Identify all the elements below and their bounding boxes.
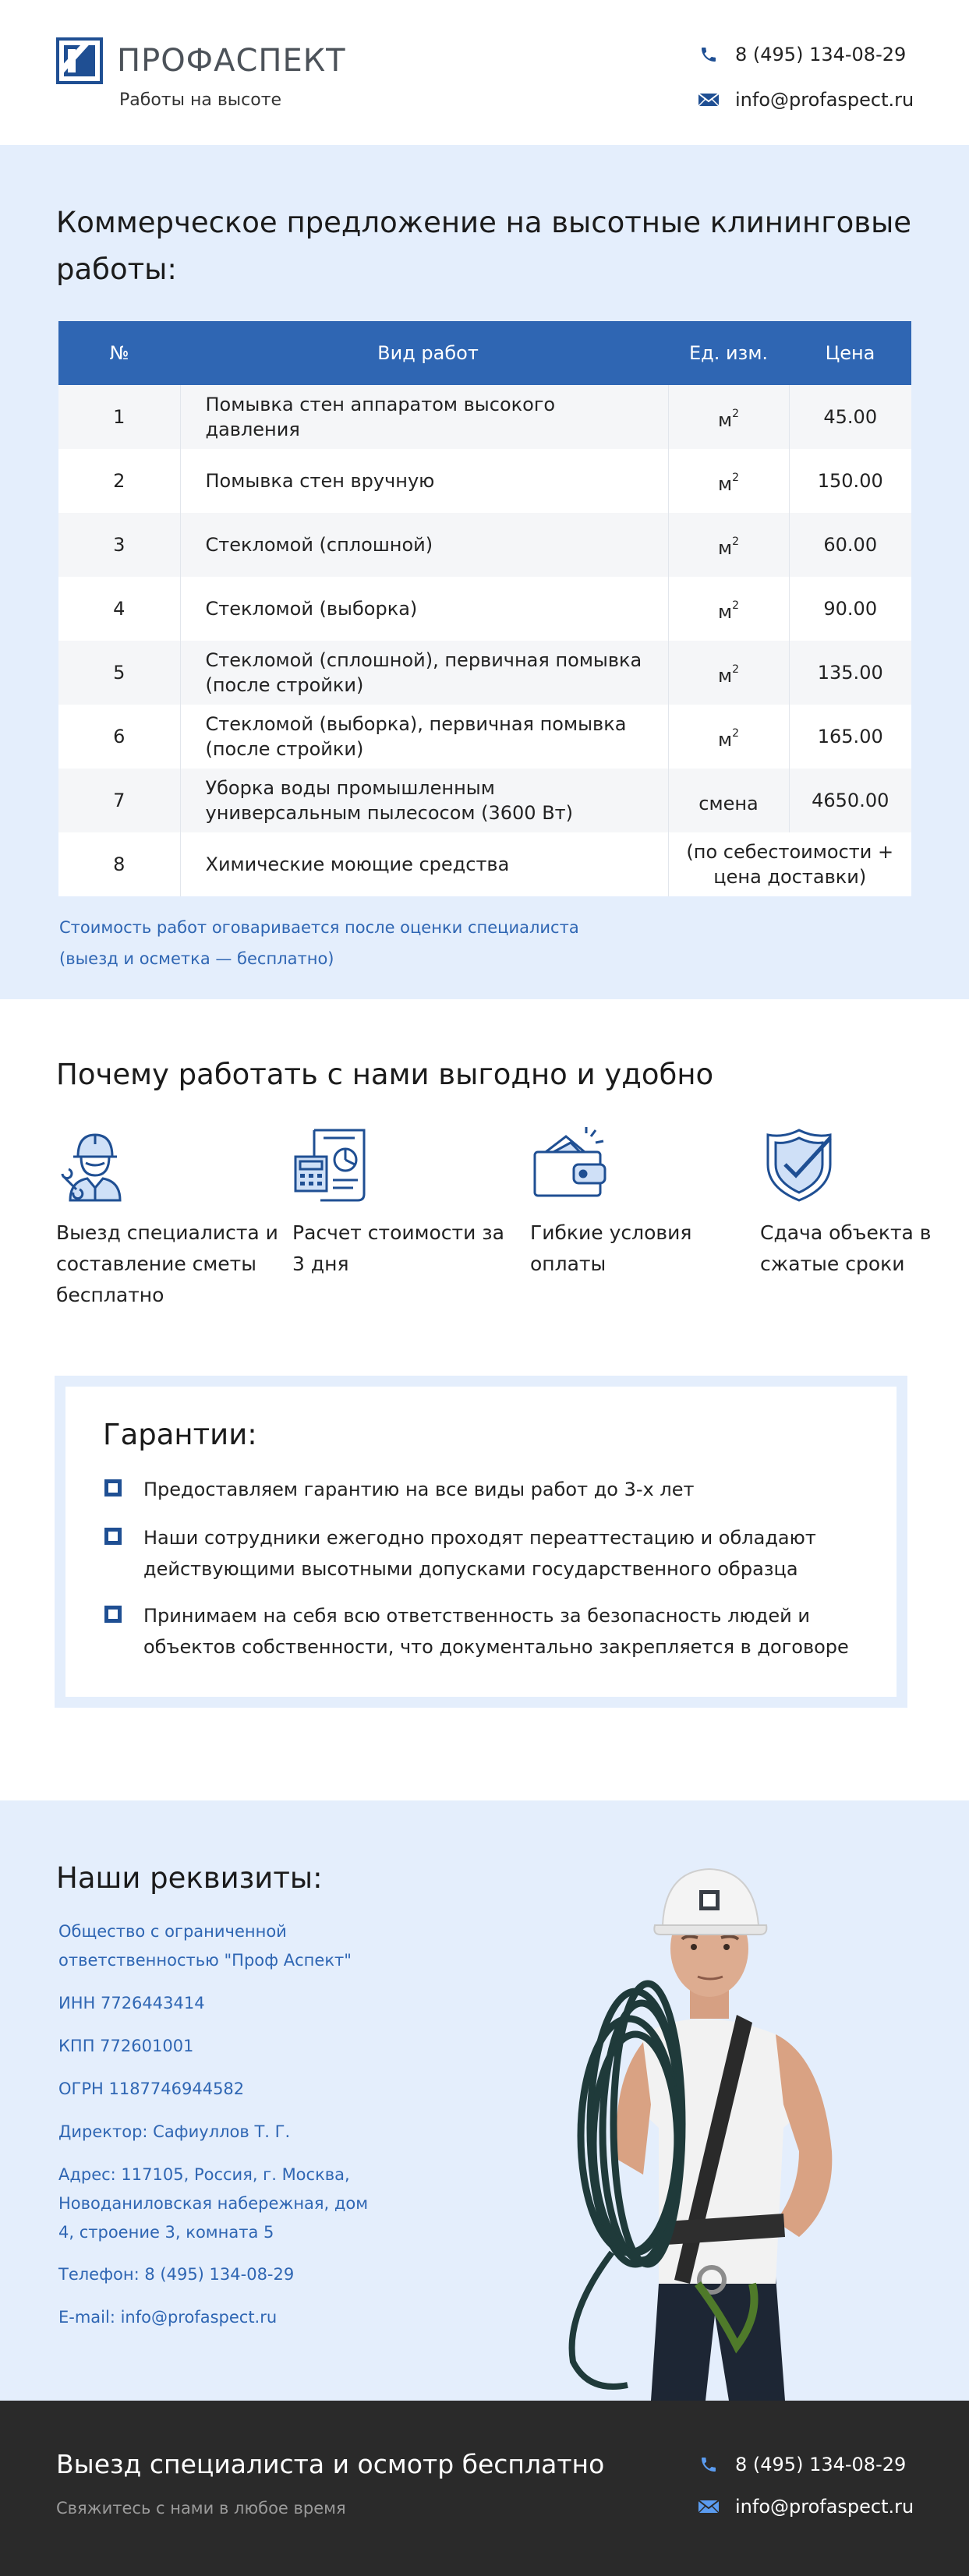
row-unit: $м^2$ bbox=[668, 449, 789, 513]
row-price: 90.00 bbox=[789, 577, 911, 641]
footer-email-text: info@profaspect.ru bbox=[735, 2496, 914, 2518]
guarantee-item bbox=[104, 1474, 853, 1505]
envelope-icon bbox=[698, 90, 720, 109]
requisites-director: Директор: Сафиуллов Т. Г. bbox=[58, 2122, 291, 2141]
wallet-icon bbox=[530, 1125, 608, 1203]
row-num: 2 bbox=[58, 449, 180, 513]
guarantee-item-text: Наши сотрудники ежегодно проходят переаттестацию и обладают действующими высотными допусками государственного образца bbox=[143, 1527, 816, 1580]
row-unit: смена bbox=[668, 769, 789, 832]
calculator-document-icon bbox=[292, 1125, 370, 1203]
row-price: 135.00 bbox=[789, 641, 911, 705]
table-row bbox=[58, 513, 911, 577]
feature-item bbox=[760, 1125, 969, 1280]
offer-note-line-2: (выезд и осметка — бесплатно) bbox=[59, 949, 334, 968]
row-unit: $м^2$ bbox=[668, 513, 789, 577]
guarantee-item bbox=[104, 1600, 853, 1663]
requisites-kpp: КПП 772601001 bbox=[58, 2037, 194, 2055]
row-unit: $м^2$ bbox=[668, 577, 789, 641]
feature-text: Расчет стоимости за 3 дня bbox=[292, 1221, 504, 1275]
row-work: Уборка воды промышленным универсальным пылесосом (3600 Вт) bbox=[180, 769, 668, 832]
why-title: Почему работать с нами выгодно и удобно bbox=[56, 1058, 714, 1091]
footer-subtitle: Свяжитесь с нами в любое время bbox=[56, 2499, 346, 2518]
shield-check-icon bbox=[760, 1125, 838, 1203]
footer-phone-text: 8 (495) 134-08-29 bbox=[735, 2454, 907, 2475]
col-header-unit: Ед. изм. bbox=[668, 321, 789, 385]
row-num: 3 bbox=[58, 513, 180, 577]
table-row bbox=[58, 832, 911, 896]
tagline: Работы на высоте bbox=[119, 90, 282, 110]
col-header-work: Вид работ bbox=[180, 321, 668, 385]
row-work: Стекломой (выборка) bbox=[180, 577, 668, 641]
phone-icon bbox=[698, 2455, 720, 2474]
header bbox=[0, 0, 969, 145]
engineer-icon bbox=[56, 1125, 134, 1203]
price-table bbox=[58, 321, 911, 896]
worker-with-rope-image bbox=[542, 1847, 885, 2401]
feature-item bbox=[530, 1125, 756, 1280]
feature-text: Гибкие условия оплаты bbox=[530, 1221, 692, 1275]
table-row bbox=[58, 705, 911, 769]
row-num: 6 bbox=[58, 705, 180, 769]
table-row bbox=[58, 641, 911, 705]
row-unit: $м^2$ bbox=[668, 641, 789, 705]
header-email[interactable] bbox=[698, 89, 914, 111]
footer-title: Выезд специалиста и осмотр бесплатно bbox=[56, 2449, 605, 2479]
row-work: Помывка стен вручную bbox=[180, 449, 668, 513]
requisites-company: Общество с ограниченной ответственностью "Проф Аспект" bbox=[58, 1922, 352, 1970]
row-price: 4650.00 bbox=[789, 769, 911, 832]
requisites-inn: ИНН 7726443414 bbox=[58, 1994, 205, 2012]
guarantee-box bbox=[55, 1376, 907, 1708]
requisites-phone[interactable]: Телефон: 8 (495) 134-08-29 bbox=[58, 2265, 295, 2284]
guarantee-item bbox=[104, 1522, 853, 1585]
price-table-header bbox=[58, 321, 911, 385]
square-bullet-icon bbox=[104, 1479, 122, 1496]
row-num: 5 bbox=[58, 641, 180, 705]
requisites-ogrn: ОГРН 1187746944582 bbox=[58, 2080, 245, 2098]
row-price: 45.00 bbox=[789, 385, 911, 449]
row-unit: $м^2$ bbox=[668, 385, 789, 449]
requisites-address: Адрес: 117105, Россия, г. Москва, Новоданиловская набережная, дом 4, строение 3, комната 5 bbox=[58, 2165, 369, 2242]
row-price: 150.00 bbox=[789, 449, 911, 513]
header-phone-text: 8 (495) 134-08-29 bbox=[735, 44, 907, 65]
table-row bbox=[58, 577, 911, 641]
row-price: 60.00 bbox=[789, 513, 911, 577]
table-row bbox=[58, 769, 911, 832]
logo-text: ПРОФАСПЕКТ bbox=[117, 43, 346, 79]
feature-text: Сдача объекта в сжатые сроки bbox=[760, 1221, 932, 1275]
feature-text: Выезд специалиста и составление сметы бесплатно bbox=[56, 1221, 278, 1306]
requisites-section bbox=[0, 1800, 969, 2401]
col-header-num: № bbox=[58, 321, 180, 385]
table-row bbox=[58, 385, 911, 449]
row-num: 4 bbox=[58, 577, 180, 641]
footer bbox=[0, 2401, 969, 2576]
row-work: Стекломой (сплошной) bbox=[180, 513, 668, 577]
offer-section bbox=[0, 145, 969, 999]
guarantee-item-text: Принимаем на себя всю ответственность за безопасность людей и объектов собственности, что документально закрепляется в договоре bbox=[143, 1605, 849, 1658]
header-phone[interactable] bbox=[698, 44, 906, 65]
requisites-email[interactable]: E-mail: info@profaspect.ru bbox=[58, 2308, 278, 2327]
feature-item bbox=[56, 1125, 282, 1311]
col-header-price: Цена bbox=[789, 321, 911, 385]
guarantee-item-text: Предоставляем гарантию на все виды работ до 3-х лет bbox=[143, 1479, 695, 1500]
requisites-title: Наши реквизиты: bbox=[56, 1861, 323, 1895]
row-num: 7 bbox=[58, 769, 180, 832]
offer-title: Коммерческое предложение на высотные клининговые работы: bbox=[56, 206, 912, 286]
envelope-icon bbox=[698, 2497, 720, 2516]
square-bullet-icon bbox=[104, 1606, 122, 1623]
header-email-text: info@profaspect.ru bbox=[735, 89, 914, 111]
row-num: 8 bbox=[58, 832, 180, 896]
feature-item bbox=[292, 1125, 518, 1280]
square-bullet-icon bbox=[104, 1528, 122, 1545]
row-price-span: (по себестоимости + цена доставки) bbox=[668, 832, 911, 896]
footer-email[interactable] bbox=[698, 2496, 914, 2518]
footer-phone[interactable] bbox=[698, 2454, 906, 2475]
row-num: 1 bbox=[58, 385, 180, 449]
row-work: Химические моющие средства bbox=[180, 832, 668, 896]
phone-icon bbox=[698, 45, 720, 64]
guarantee-title: Гарантии: bbox=[103, 1418, 257, 1451]
row-work: Помывка стен аппаратом высокого давления bbox=[180, 385, 668, 449]
offer-note-line-1: Стоимость работ оговаривается после оценки специалиста bbox=[59, 918, 579, 937]
logo-icon bbox=[56, 37, 103, 84]
row-unit: $м^2$ bbox=[668, 705, 789, 769]
logo[interactable] bbox=[56, 37, 346, 84]
row-work: Стекломой (выборка), первичная помывка (после стройки) bbox=[180, 705, 668, 769]
row-work: Стекломой (сплошной), первичная помывка (после стройки) bbox=[180, 641, 668, 705]
table-row bbox=[58, 449, 911, 513]
row-price: 165.00 bbox=[789, 705, 911, 769]
